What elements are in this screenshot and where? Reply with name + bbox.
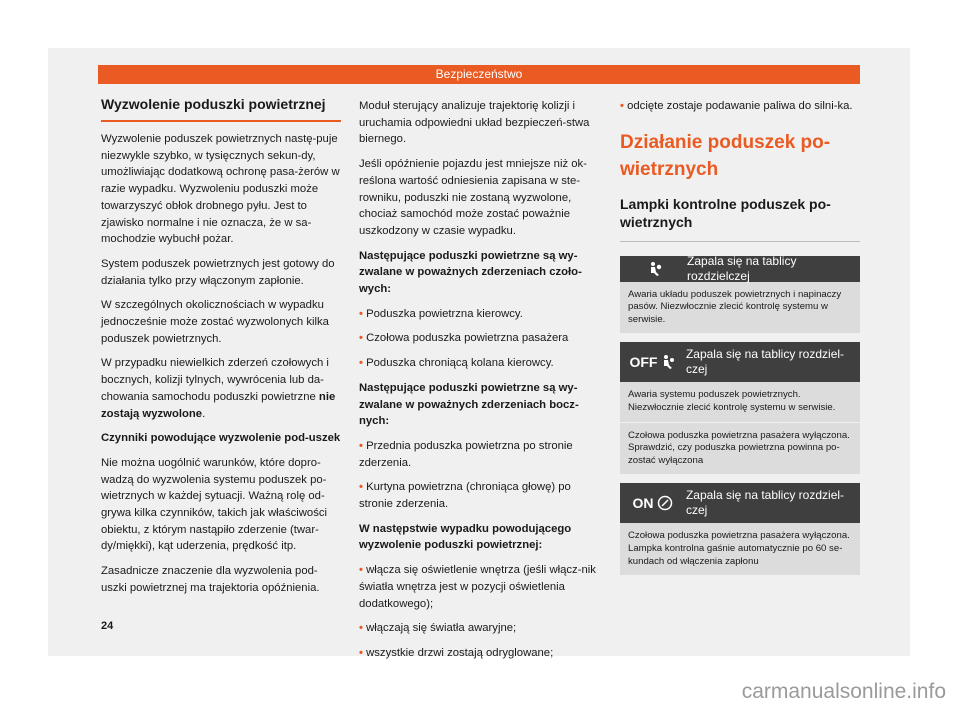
warning-lamp-title: Zapala się na tablicy rozdzielczej [687, 253, 797, 283]
list-item-text: Kurtyna powietrzna (chroniąca głowę) po stronie zderzenia. [359, 481, 571, 511]
bullet-icon: • [359, 481, 363, 494]
subheading: Następujące poduszki powietrzne są wy-zwalane w poważnych zderzeniach bocz-nych: [359, 381, 579, 428]
subheading: Następujące poduszki powietrzne są wy-zwalane w poważnych zderzeniach czoło-wych: [359, 249, 582, 296]
bullet-icon: • [359, 332, 363, 345]
warning-lamp-header [620, 253, 860, 283]
paragraph: Nie można uogólnić warunków, które dopro-wadzą do wyzwolenia systemu poduszek po-wietrznych w każdej sytuacji. Ważną rolę od-grywa kilka czynników, takich jak właściwości obiektu, z którym nastąpiło zderzenie (twar-dy/miękki), kąt uderzenia, prędkość itp. [101, 456, 328, 553]
bullet-icon: • [359, 622, 363, 635]
warning-lamp-description: Awaria układu poduszek powietrznych i napinaczy pasów. Niezwłocznie zlecić kontrolę systemu w serwisie. [620, 282, 860, 334]
bullet-icon: • [359, 439, 363, 452]
warning-lamp-title: Zapala się na tablicy rozdziel-czej [685, 488, 845, 518]
list-item-text: włączają się światła awaryjne; [366, 622, 517, 635]
paragraph: Zasadnicze znaczenie dla wyzwolenia pod-uszki powietrznej ma trajektoria opóźnienia. [101, 565, 320, 594]
passenger-airbag-on-icon [620, 495, 686, 512]
bullet-icon: • [359, 307, 363, 320]
list-item-text: Poduszka powietrzna kierowcy. [366, 307, 523, 320]
paragraph: System poduszek powietrznych jest gotowy do działania tylko przy włączonym zapłonie. [101, 257, 335, 287]
passenger-airbag-off-icon [620, 354, 686, 371]
bullet-icon: • [620, 100, 624, 112]
paragraph: Jeśli opóźnienie pojazdu jest mniejsze niż ok-reślona wartość odniesienia zapisana w ste-rowniku, poduszki nie zostaną wyzwolone, chociaż samochód może zostać poważnie uszkodzony w czasie wypadku. [359, 158, 587, 237]
paragraph: Wyzwolenie poduszek powietrznych nastę-puje niezwykle szybko, w tysięcznych sekun-dy, umożliwiając dodatkową ochronę pasa-żerów w razie wypadku. Wyzwoleniu poduszki może towarzyszyć obłok drobnego pyłu. Jest to zjawisko normalne i nie oznacza, że w sa-mochodzie wybuchł pożar. [101, 133, 340, 246]
list-item [359, 645, 602, 662]
paragraph: Moduł sterujący analizuje trajektorię kolizji i uruchamia odpowiedni układ bezpieczeń-stwa biernego. [359, 100, 590, 146]
icon-label: OFF [629, 354, 658, 371]
subheading: W następstwie wypadku powodującego wyzwolenie poduszki powietrznej: [359, 522, 572, 552]
icon-label: ON [632, 495, 654, 512]
list-item [359, 620, 602, 637]
paragraph [101, 355, 341, 422]
list-item [359, 562, 602, 612]
warning-lamp-description: Czołowa poduszka powietrzna pasażera wyłączona. Lampka kontrolna gaśnie automatycznie po 60 se-kundach od włączenia zapłonu [620, 523, 860, 575]
subheading: Czynniki powodujące wyzwolenie pod-uszek [101, 432, 341, 445]
list-item [359, 355, 602, 372]
list-item [620, 98, 860, 115]
watermark: carmanualsonline.info [741, 680, 946, 703]
bullet-icon: • [359, 357, 363, 370]
bullet-icon: • [359, 646, 363, 659]
paragraph: W szczególnych okolicznościach w wypadku jednocześnie może zostać wyzwolonych kilka poduszek powietrznych. [101, 299, 329, 345]
section-title: Wyzwolenie poduszki powietrznej [101, 95, 341, 122]
section-header: Bezpieczeństwo [98, 65, 860, 84]
list-item [359, 479, 602, 512]
airbag-warning-icon [620, 261, 687, 277]
list-item-text: włącza się oświetlenie wnętrza (jeśli włącz-nik światła wnętrza jest w pozycji oświetlenia dodatkowego); [359, 564, 596, 610]
list-item-text: Przednia poduszka powietrzna po stronie zderzenia. [359, 439, 573, 469]
list-item-text: Poduszka chroniącą kolana kierowcy. [366, 357, 554, 370]
text: . [202, 407, 206, 420]
text: W przypadku niewielkich zderzeń czołowych i bocznych, kolizji tylnych, wywrócenia lub da-chowania samochodu poduszki powietrzne [101, 357, 329, 403]
bullet-icon: • [359, 564, 363, 577]
list-item-text: Czołowa poduszka powietrzna pasażera [366, 332, 569, 345]
warning-lamp-description: Czołowa poduszka powietrzna pasażera wyłączona. Sprawdzić, czy poduszka powietrzna powinna po-zostać wyłączona [620, 423, 860, 475]
section-title: Lampki kontrolne poduszek po-wietrznych [620, 195, 860, 242]
chapter-title: Działanie poduszek po-wietrznych [620, 131, 831, 180]
warning-lamp-description: Awaria systemu poduszek powietrznych. Niezwłocznie zlecić kontrolę systemu w serwisie. [620, 382, 860, 421]
list-item [359, 438, 602, 471]
emphasis: nie zostają wyzwolone [101, 390, 336, 420]
warning-lamp-header [620, 342, 860, 382]
list-item [359, 330, 602, 347]
list-item-text: odcięte zostaje podawanie paliwa do silni-ka. [627, 100, 853, 112]
warning-lamp-header [620, 483, 860, 523]
column-right [620, 98, 860, 575]
column-left [101, 95, 341, 605]
page-number: 24 [101, 620, 114, 632]
warning-lamp-title: Zapala się na tablicy rozdziel-czej [685, 347, 845, 377]
column-middle [359, 98, 602, 670]
list-item-text: wszystkie drzwi zostają odryglowane; [366, 646, 554, 659]
list-item [359, 306, 602, 323]
